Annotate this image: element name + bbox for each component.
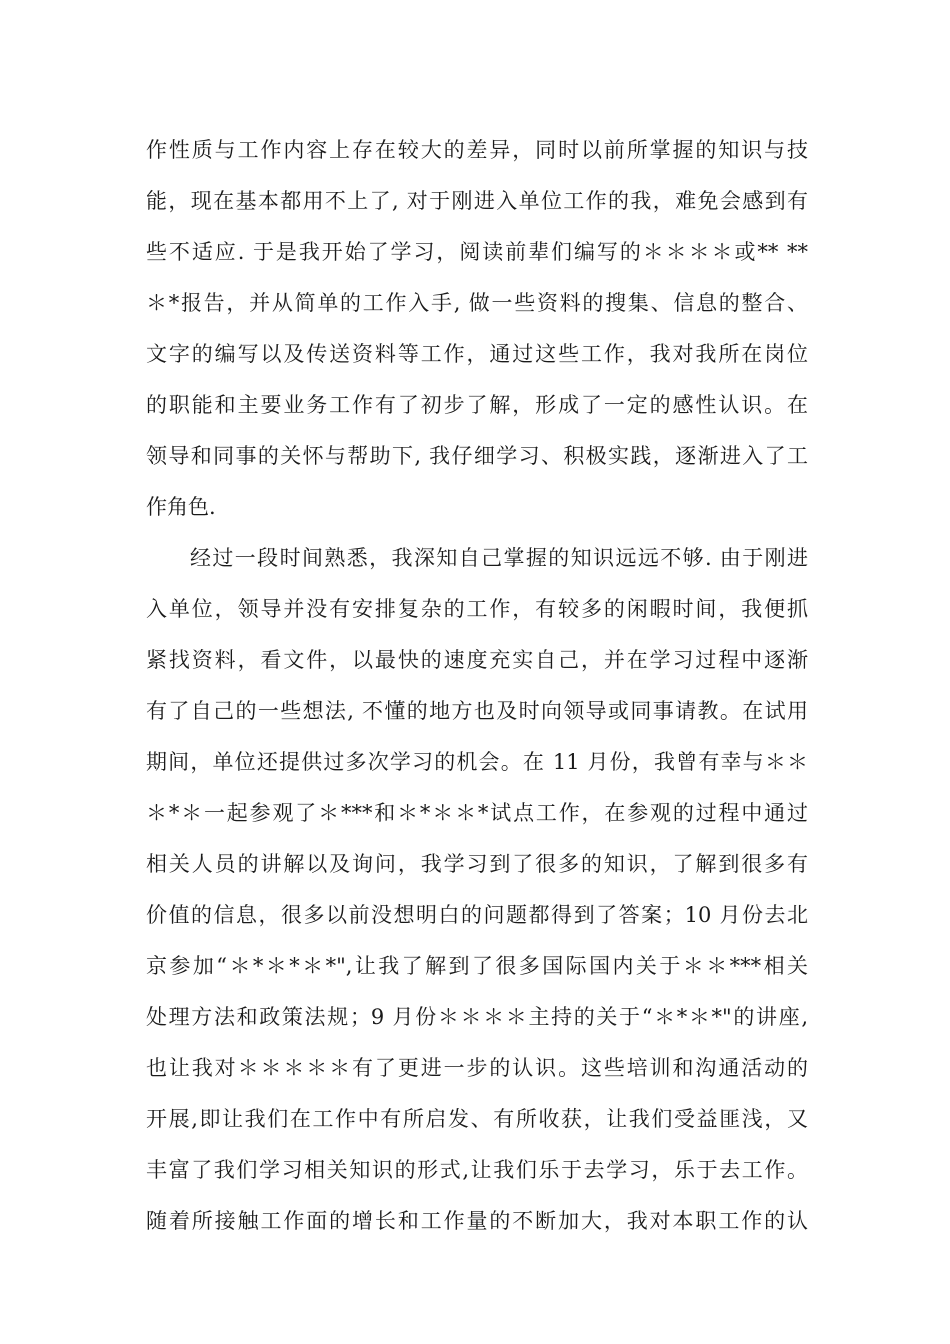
text-line: 也让我对＊＊＊＊＊有了更进一步的认识。这些培训和沟通活动的 bbox=[146, 1056, 808, 1080]
text-line: 的职能和主要业务工作有了初步了解，形成了一定的感性认识。在 bbox=[146, 393, 808, 417]
text-line: 开展,即让我们在工作中有所启发、有所收获，让我们受益匪浅，又 bbox=[146, 1107, 808, 1131]
text-line: ＊*报告，并从简单的工作入手, 做一些资料的搜集、信息的整合、 bbox=[146, 291, 808, 315]
text-line: 领导和同事的关怀与帮助下, 我仔细学习、积极实践，逐渐进入了工 bbox=[146, 444, 808, 468]
text-line: 相关人员的讲解以及询问，我学习到了很多的知识，了解到很多有 bbox=[146, 852, 808, 876]
text-line: 随着所接触工作面的增长和工作量的不断加大，我对本职工作的认 bbox=[146, 1209, 808, 1233]
text-line: 作性质与工作内容上存在较大的差异，同时以前所掌握的知识与技 bbox=[146, 138, 808, 162]
text-line: 丰富了我们学习相关知识的形式,让我们乐于去学习，乐于去工作。 bbox=[146, 1158, 808, 1182]
text-line: 能，现在基本都用不上了, 对于刚进入单位工作的我，难免会感到有 bbox=[146, 189, 808, 213]
text-line: 入单位，领导并没有安排复杂的工作，有较多的闲暇时间，我便抓 bbox=[146, 597, 808, 621]
text-line: 作角色. bbox=[146, 495, 216, 519]
text-line: 处理方法和政策法规；9 月份＊＊＊＊主持的关于“＊*＊*"的讲座, bbox=[146, 1005, 808, 1029]
text-line: 期间，单位还提供过多次学习的机会。在 11 月份，我曾有幸与＊＊ bbox=[146, 750, 808, 774]
text-line: 有了自己的一些想法, 不懂的地方也及时向领导或同事请教。在试用 bbox=[146, 699, 808, 723]
text-line: 京参加“＊*＊*＊*",让我了解到了很多国际国内关于＊＊***相关 bbox=[146, 954, 808, 978]
text-line: 价值的信息，很多以前没想明白的问题都得到了答案；10 月份去北 bbox=[146, 903, 808, 927]
text-line: 经过一段时间熟悉，我深知自己掌握的知识远远不够. 由于刚进 bbox=[190, 546, 808, 570]
text-line: 些不适应. 于是我开始了学习，阅读前辈们编写的＊＊＊＊或** ** bbox=[146, 240, 808, 264]
text-line: 文字的编写以及传送资料等工作，通过这些工作，我对我所在岗位 bbox=[146, 342, 808, 366]
document-body bbox=[146, 134, 808, 1256]
text-line: ＊*＊一起参观了＊***和＊*＊＊*试点工作，在参观的过程中通过 bbox=[146, 801, 808, 825]
text-line: 紧找资料，看文件，以最快的速度充实自己，并在学习过程中逐渐 bbox=[146, 648, 808, 672]
